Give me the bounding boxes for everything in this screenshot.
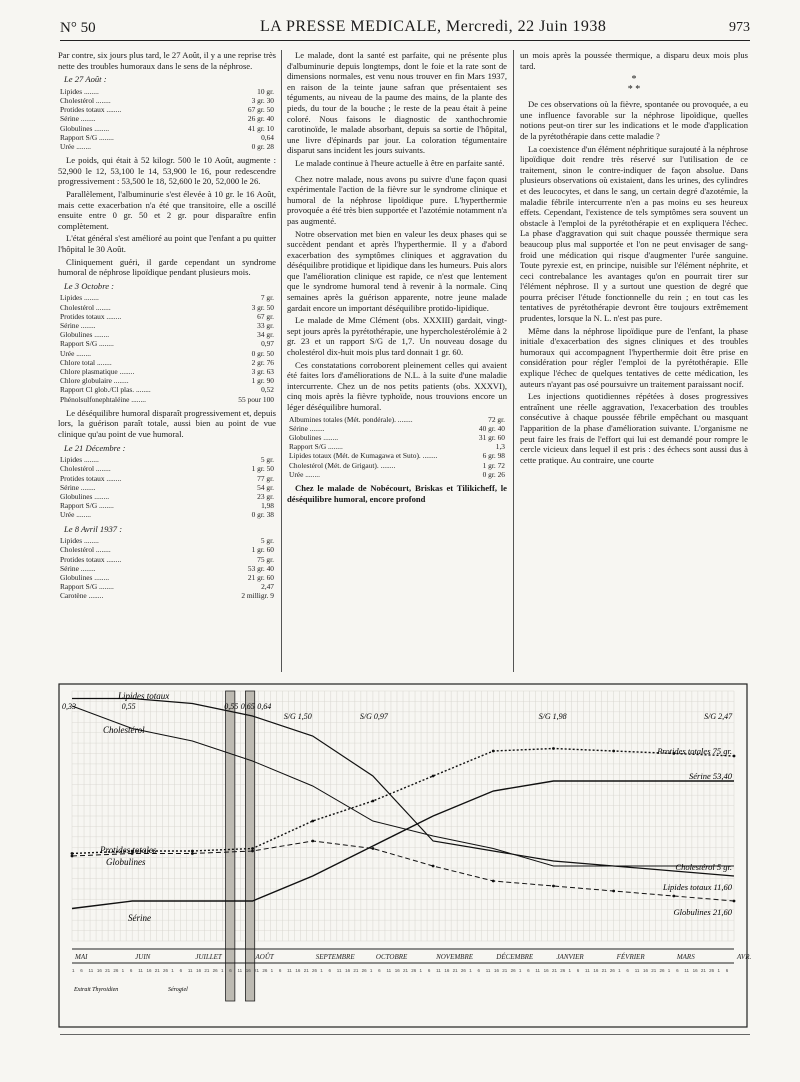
column-2 [287, 50, 507, 506]
day-tick: 26 [212, 968, 218, 973]
series-start-label: Globulines [106, 857, 146, 867]
day-tick: 21 [601, 968, 607, 973]
date-heading: Le 8 Avril 1937 : [64, 523, 123, 534]
day-tick: 16 [146, 968, 152, 973]
humoral-chart [58, 683, 752, 1028]
day-tick: 16 [642, 968, 648, 973]
lab-label: Lipides ........ [60, 293, 99, 303]
paragraph: La coexistence d'un élément néphritique surajouté à la néphrose lipoïdique doit rendre très réservé sur l'utilisation de ce traitement, sinon le contre-indiquer de façon absolue. Dans plusieurs observations où existaient, dans les urines, des cylindres et des leucocytes, et dans le sang, un certain degré d'azotémie, la maladie fébrile intercurrente n'en a pas moins eu ses heureux effets. Cependant, l'existence de tels symptômes sera souvent un obstacle à l'emploi de la pyrétothérapie et en expliquera l'échec. La phase d'aggravation qui suit chaque poussée thermique sera beaucoup plus mal supportée et l'on ne peut envisager de sang-froid une médication qui risque d'augmenter l'urée sanguine. Toute pyrexie est, en principe, nuisible sur l'élément néphrite, et ceci contrebalance les avantages qu'on en pourrait tirer sur l'élément néphrose. Il y a surtout une question de degré que pourra préciser l'étude fonctionnelle du rein ; en tout cas les tentatives de pyrétothérapie devront être toujours extrêmement prudentes, lorsque la N. L. n'est pas pure. [520, 143, 748, 324]
lab-row [58, 367, 276, 376]
ratio-label: 0,55 [224, 702, 239, 711]
series-end-label: Sérine 53,40 [689, 771, 732, 781]
lab-label: Sérine ........ [60, 563, 96, 573]
day-tick: 11 [535, 968, 541, 973]
paragraph: un mois après la poussée thermique, a disparu deux mois plus tard. [520, 50, 748, 71]
day-tick: 6 [676, 968, 679, 973]
lab-row [58, 321, 276, 330]
day-tick: 16 [593, 968, 599, 973]
lab-row [58, 87, 276, 96]
month-label: AOÛT [255, 953, 274, 961]
day-tick: 16 [543, 968, 549, 973]
lab-table [58, 455, 276, 519]
day-tick: 11 [684, 968, 690, 973]
series-end-label: Protides totales 75 gr. [657, 746, 732, 756]
ratio-label: 0,33 [62, 702, 76, 711]
day-tick: 16 [295, 968, 301, 973]
lab-value: 0,52 [261, 385, 274, 395]
issue-number: N° 50 [60, 20, 96, 36]
lab-label: Lipides ........ [60, 86, 99, 96]
lab-label: Globulines ........ [289, 433, 339, 442]
paragraph: Le malade continue à l'heure actuelle à être en parfaite santé. [295, 157, 505, 168]
day-tick: 1 [469, 968, 472, 973]
series-point [311, 820, 314, 823]
paragraph: Chez le malade de Nobécourt, Briskas et Tilikicheff, le déséquilibre humoral, encore profond [287, 483, 507, 504]
series-start-label: Sérine [128, 913, 151, 923]
lab-label: Cholestérol ........ [60, 545, 111, 555]
series-point [311, 840, 314, 843]
lab-label: Carotène ........ [60, 591, 104, 601]
lab-row [58, 142, 276, 151]
lab-value: 10 gr. [257, 86, 274, 96]
series-end-label: Lipides totaux 11,60 [662, 882, 732, 892]
lab-value: 0,64 [261, 132, 274, 142]
paragraph: L'état général s'est amélioré au point que l'enfant a pu quitter l'hôpital le 30 Août. [58, 233, 276, 254]
fever-band [226, 691, 235, 1001]
day-tick: 6 [80, 968, 83, 973]
lab-label: Lipides ........ [60, 455, 99, 465]
day-tick: 1 [171, 968, 174, 973]
series-point [733, 900, 736, 903]
series-point [71, 852, 74, 855]
day-tick: 6 [378, 968, 381, 973]
day-tick: 1 [667, 968, 671, 973]
series-point [612, 890, 615, 893]
column-rule [513, 50, 514, 672]
lab-value: 67 gr. [257, 311, 274, 321]
day-tick: 11 [237, 968, 243, 973]
section-separator: * * * [627, 74, 641, 96]
lab-label: Globulines ........ [60, 491, 110, 501]
lab-value: 0 gr. 38 [251, 510, 274, 520]
lab-row [58, 339, 276, 348]
lab-label: Rapport S/G ........ [289, 442, 343, 452]
day-tick: 16 [196, 968, 202, 973]
lab-label: Rapport S/G ........ [60, 501, 114, 511]
paragraph: Le poids, qui était à 52 kilogr. 500 le 10 Août, augmente : 52,900 le 12, 53,100 le 14, 53,900 le 16, pour redescendre progressivement : 53,500 le 18, 52,600 le 20, 52,000 le 26. [58, 155, 276, 187]
day-tick: 21 [651, 968, 657, 973]
column-rule [281, 50, 282, 672]
lab-value: 67 gr. 50 [247, 105, 274, 115]
lab-value: 33 gr. [257, 320, 274, 330]
lab-value: 75 gr. [257, 554, 274, 564]
lab-table [58, 536, 276, 600]
ratio-label: 0,65 [240, 702, 255, 711]
lab-label: Cholestérol ........ [60, 464, 111, 474]
lab-value: 55 pour 100 [238, 394, 274, 404]
day-tick: 16 [692, 968, 698, 973]
day-tick: 1 [369, 968, 373, 973]
day-tick: 1 [270, 968, 274, 973]
lab-row [58, 492, 276, 501]
series-point [372, 800, 375, 803]
day-tick: 1 [568, 968, 572, 973]
lab-label: Rapport S/G ........ [60, 582, 114, 592]
paragraph: Cliniquement guéri, il garde cependant un syndrome humoral de néphrose lipoïdique pendant plusieurs mois. [58, 256, 276, 278]
ratio-label: S/G 0,97 [359, 712, 388, 721]
lab-value: 5 gr. [260, 536, 274, 546]
day-tick: 1 [121, 968, 125, 973]
day-tick: 6 [725, 968, 729, 973]
page-number: 973 [729, 20, 750, 35]
series-point [191, 852, 194, 855]
day-tick: 26 [361, 968, 367, 973]
lab-label: Lipides ........ [60, 536, 99, 546]
day-tick: 11 [485, 968, 491, 973]
day-tick: 26 [411, 968, 417, 973]
lab-label: Chlore total ........ [60, 357, 112, 367]
series-point [71, 855, 74, 858]
lab-row [58, 293, 276, 302]
lab-label: Chlore plasmatique ........ [60, 366, 135, 376]
month-label: JANVIER [556, 953, 584, 961]
series-point [432, 775, 435, 778]
day-tick: 21 [105, 968, 111, 973]
column-3 [520, 50, 748, 467]
chart-svg [58, 683, 752, 1028]
lab-row [58, 376, 276, 385]
lab-row [58, 464, 276, 473]
lab-value: 3 gr. 63 [251, 366, 274, 376]
lab-value: 2,47 [261, 582, 274, 592]
paragraph: Notre observation met bien en valeur les deux phases qui se succèdent pendant et après l'hyperthermie. Il y a d'abord exacerbation des symptômes cliniques et aggravation du déséquilibre protidique et lipidique dans les humeurs. Puis alors que l'amélioration clinique est rapide, ce n'est que lentement que le syndrome humoral tend à revenir à la normale. Cinq semaines après la guérison apparente, notre jeune malade gardait encore un important déséquilibre protido-lipidique. [287, 228, 507, 313]
series-point [552, 885, 555, 888]
footer-rule [60, 1034, 750, 1035]
day-tick: 21 [551, 968, 557, 973]
lab-value: 21 gr. 60 [247, 572, 274, 582]
day-tick: 6 [179, 968, 183, 973]
lab-label: Globulines ........ [60, 572, 110, 582]
day-tick: 11 [88, 968, 94, 973]
lab-value: 0 gr. 28 [251, 142, 274, 151]
lab-row [58, 501, 276, 510]
day-tick: 11 [386, 968, 392, 973]
fever-band [245, 691, 254, 1001]
day-tick: 11 [336, 968, 342, 973]
lab-row [287, 442, 507, 451]
lab-row [58, 474, 276, 483]
lab-label: Urée ........ [60, 142, 91, 151]
date-heading: Le 27 Août : [64, 74, 107, 85]
day-tick: 26 [311, 968, 317, 973]
paragraph: Même dans la néphrose lipoïdique pure de l'enfant, la phase initiale d'exacerbation des signes cliniques et des troubles humoraux qui accompagnent l'hyperthermie doit être prise en considération pour régler l'emploi de la pyrétothérapie. Elle explique l'échec de quelques tentatives de cette médication, les auteurs n'ayant pas osé poursuivre un traitement paraissant nocif. [520, 325, 748, 389]
lab-label: Protides totaux ........ [60, 311, 122, 321]
month-label: JUILLET [195, 953, 222, 961]
paragraph: Parallèlement, l'albuminurie s'est élevée à 10 gr. le 16 Août, mais cette exacerbation n'a été que transitoire, elle a oscillé ensuite entre 0 gr. 50 et 2 gr. pour disparaître enfin complètement. [58, 188, 276, 231]
lab-row [58, 591, 276, 600]
day-tick: 1 [72, 968, 75, 973]
lab-label: Lipides totaux (Mét. de Kumagawa et Suto). ........ [289, 451, 438, 461]
lab-table [58, 293, 276, 403]
lab-value: 72 gr. [488, 414, 505, 424]
day-tick: 26 [659, 968, 665, 973]
date-heading: Le 3 Octobre : [64, 280, 115, 291]
lab-row [58, 349, 276, 358]
lab-value: 0 gr. 50 [251, 348, 274, 358]
lab-label: Protides totaux ........ [60, 473, 122, 483]
lab-value: 0,97 [261, 339, 274, 349]
series-point [733, 755, 736, 758]
journal-title: LA PRESSE MEDICALE, Mercredi, 22 Juin 1938 [260, 18, 607, 35]
lab-label: Rapport Cl glob./Cl plas. ........ [60, 385, 151, 395]
day-tick: 21 [204, 968, 210, 973]
day-tick: 6 [576, 968, 580, 973]
day-tick: 16 [494, 968, 500, 973]
day-tick: 6 [427, 968, 431, 973]
lab-row [287, 424, 507, 433]
series-start-label: Lipides totaux [118, 691, 170, 701]
ratio-label: 0,64 [257, 702, 272, 711]
day-tick: 16 [345, 968, 351, 973]
lab-value: 1 gr. 90 [251, 376, 274, 386]
day-tick: 6 [527, 968, 530, 973]
lab-value: 2 milligr. 9 [241, 591, 274, 601]
lab-value: 5 gr. [260, 455, 274, 465]
lab-row [58, 124, 276, 133]
ratio-label: 0,55 [121, 702, 136, 711]
column-1 [58, 50, 276, 605]
lab-label: Urée ........ [60, 510, 91, 520]
lab-row [58, 385, 276, 394]
lab-row [58, 303, 276, 312]
month-label: FÉVRIER [616, 953, 645, 961]
day-tick: 21 [353, 968, 359, 973]
lab-table [287, 415, 507, 479]
ratio-label: S/G 2,47 [704, 712, 733, 721]
day-tick: 21 [154, 968, 160, 973]
lab-row [58, 545, 276, 554]
paragraph: Les injections quotidiennes répétées à doses progressives entraînent une réelle aggravation, l'exacerbation des troubles consécutive à chaque poussée fébrile empêchant ou masquant l'apparition de la phase d'amélioration suivante. L'organisme ne peut faire les frais de l'effort qui lui est demandé pour rompre le cercle vicieux dans lequel il est pris : des échecs sont aussi dus à cette pratique. Au contraire, une courte [520, 391, 748, 465]
lab-value: 1,3 [495, 442, 505, 452]
day-tick: 11 [138, 968, 143, 973]
lab-row [58, 105, 276, 114]
day-tick: 11 [287, 968, 292, 973]
series-point [372, 847, 375, 850]
day-tick: 21 [700, 968, 706, 973]
day-tick: 1 [320, 968, 323, 973]
lab-value: 1 gr. 50 [251, 464, 274, 474]
lab-row [287, 451, 507, 460]
lab-label: Cholestérol ........ [60, 302, 111, 312]
day-tick: 21 [502, 968, 508, 973]
series-point [251, 850, 254, 853]
lab-row [58, 395, 276, 404]
day-tick: 11 [634, 968, 640, 973]
lab-label: Cholestérol (Mét. de Grigaut). ........ [289, 460, 396, 470]
ratio-label: S/G 1,98 [538, 712, 567, 721]
day-tick: 26 [163, 968, 169, 973]
lab-value: 0 gr. 26 [482, 469, 505, 479]
lab-value: 3 gr. 50 [251, 302, 274, 312]
lab-value: 31 gr. 60 [478, 433, 505, 442]
lab-table [58, 87, 276, 151]
ratio-label: S/G 1,50 [283, 712, 312, 721]
month-label: MAI [75, 953, 88, 961]
month-label: JUIN [135, 953, 151, 961]
lab-row [58, 564, 276, 573]
lab-label: Albumines totales (Mét. pondérale). ........ [289, 414, 413, 424]
lab-row [58, 582, 276, 591]
series-end-label: Cholestérol 5 gr. [675, 862, 732, 872]
lab-value: 1 gr. 72 [482, 460, 505, 470]
lab-value: 26 gr. 40 [247, 114, 274, 124]
lab-label: Protides totaux ........ [60, 554, 122, 564]
month-label: AVR. [737, 953, 752, 961]
lab-row [58, 114, 276, 123]
day-tick: 21 [254, 968, 260, 973]
lab-value: 53 gr. 40 [247, 563, 274, 573]
day-tick: 26 [709, 968, 715, 973]
lab-row [287, 415, 507, 424]
lab-label: Cholestérol ........ [60, 95, 111, 105]
paragraph: Le malade, dont la santé est parfaite, qui ne présente plus d'albuminurie depuis longtemps, dont le foie et la rate sont de dimensions normales, est venu nous trouver en fin Mars 1937, en raison de la teinte jaune safran que présentaient ses téguments, au niveau de la paume des mains, de la plante des pieds, du tour de la bouche ; le reste de la peau était à peine coloré. Nous faisons le diagnostic de xanthochromie carotinoïde, le malade absorbant, depuis sa sortie de l'hôpital, une livre d'épinards par jour. La coloration tégumentaire disparut sans incident les jours suivants. [287, 50, 507, 156]
lab-label: Sérine ........ [289, 423, 325, 433]
lab-label: Urée ........ [289, 469, 320, 479]
lab-row [58, 510, 276, 519]
lab-value: 34 gr. [257, 330, 274, 340]
day-tick: 21 [303, 968, 309, 973]
lab-label: Urée ........ [60, 348, 91, 358]
day-tick: 1 [518, 968, 522, 973]
paragraph: Le déséquilibre humoral disparaît progressivement et, depuis lors, la guérison paraît totale, aussi bien au point de vue clinique qu'au point de vue humoral. [58, 407, 276, 439]
lab-value: 7 gr. [260, 293, 274, 303]
lab-label: Sérine ........ [60, 482, 96, 492]
lab-row [58, 455, 276, 464]
lab-label: Phénolsulfonephtaléine ........ [60, 394, 147, 404]
lab-value: 6 gr. 98 [482, 451, 505, 461]
lab-row [58, 312, 276, 321]
series-point [612, 750, 615, 753]
day-tick: 26 [609, 968, 615, 973]
paragraph: Le malade de Mme Clément (obs. XXXIII) gardait, vingt-sept jours après la pyrétothérapie, une hypercholestérolémie à 2 gr. 23 et un rapport S/G de 1,7. Un nouveau dosage du cholestérol dix-huit mois plus tard donnait 1 gr. 60. [287, 315, 507, 358]
lab-value: 1 gr. 60 [251, 545, 274, 555]
series-point [432, 865, 435, 868]
day-tick: 1 [220, 968, 224, 973]
series-start-label: Protides totales [100, 845, 157, 855]
series-point [492, 880, 495, 883]
lab-value: 3 gr. 30 [251, 95, 274, 105]
lab-label: Sérine ........ [60, 114, 96, 124]
lab-row [58, 358, 276, 367]
paragraph: Ces constatations corroborent pleinement celles qui avaient été faites lors d'améliorations de N.L. à la suite d'une maladie intercurrente. Chez un de nos petits patients (obs. XXXVI), cinq mois après la fièvre typhoïde, nous trouvions encore un léger déséquilibre humoral. [287, 359, 507, 412]
lab-row [287, 461, 507, 470]
lab-row [58, 133, 276, 142]
lab-row [58, 483, 276, 492]
lab-value: 41 gr. 10 [247, 123, 274, 133]
treatment-note: Extrait Thyroidien [74, 987, 119, 993]
day-tick: 21 [452, 968, 458, 973]
day-tick: 21 [403, 968, 409, 973]
lab-value: 1,98 [261, 501, 274, 511]
treatment-note: Sérogiel [168, 987, 188, 993]
day-tick: 6 [229, 968, 232, 973]
paragraph: Chez notre malade, nous avons pu suivre d'une façon quasi expérimentale l'action de la fièvre sur le syndrome clinique et humoral de la néphrose lipoïdique pure. L'hyperthermie provoquée a été très bien supportée et l'azotémie notamment n'a pas augmenté. [287, 173, 507, 226]
series-point [251, 847, 254, 850]
day-tick: 1 [717, 968, 720, 973]
lab-label: Rapport S/G ........ [60, 132, 114, 142]
lab-row [287, 470, 507, 479]
lab-value: 23 gr. [257, 491, 274, 501]
lab-label: Protides totaux ........ [60, 105, 122, 115]
lab-row [58, 96, 276, 105]
paragraph: Par contre, six jours plus tard, le 27 Août, il y a une reprise très nette des troubles humoraux dans le sens de la néphrose. [58, 50, 276, 71]
day-tick: 11 [436, 968, 441, 973]
lab-row [58, 555, 276, 564]
month-label: OCTOBRE [375, 953, 408, 961]
day-tick: 26 [510, 968, 516, 973]
day-tick: 16 [394, 968, 400, 973]
series-point [191, 850, 194, 853]
lab-value: 2 gr. 76 [251, 357, 274, 367]
day-tick: 6 [278, 968, 282, 973]
date-heading: Le 21 Décembre : [64, 442, 126, 453]
lab-label: Globulines ........ [60, 123, 110, 133]
day-tick: 16 [96, 968, 102, 973]
series-point [552, 747, 555, 750]
day-tick: 16 [444, 968, 450, 973]
lab-value: 77 gr. [257, 473, 274, 483]
day-tick: 11 [187, 968, 193, 973]
lab-label: Chlore globulaire ........ [60, 376, 129, 386]
day-tick: 11 [585, 968, 590, 973]
lab-value: 54 gr. [257, 482, 274, 492]
series-start-label: Cholestérol [103, 725, 145, 735]
day-tick: 1 [618, 968, 621, 973]
month-label: MARS [676, 953, 695, 961]
lab-row [58, 536, 276, 545]
lab-row [287, 433, 507, 442]
lab-row [58, 573, 276, 582]
lab-value: 40 gr. 40 [478, 423, 505, 433]
day-tick: 6 [328, 968, 332, 973]
day-tick: 26 [460, 968, 466, 973]
day-tick: 26 [262, 968, 268, 973]
month-label: DÉCEMBRE [496, 953, 534, 961]
month-label: SEPTEMBRE [315, 953, 355, 961]
day-tick: 26 [113, 968, 119, 973]
month-label: NOVEMBRE [436, 953, 474, 961]
day-tick: 6 [129, 968, 133, 973]
series-point [492, 750, 495, 753]
series-end-label: Globulines 21,60 [673, 907, 732, 917]
lab-label: Globulines ........ [60, 330, 110, 340]
day-tick: 1 [419, 968, 423, 973]
lab-label: Sérine ........ [60, 320, 96, 330]
day-tick: 6 [477, 968, 480, 973]
day-tick: 16 [245, 968, 251, 973]
paragraph: De ces observations où la fièvre, spontanée ou provoquée, a eu une influence favorable sur la néphrose lipoïdique, quelles notions peut-on tirer sur les indications et le mode d'application de la pyrétothérapie dans cette maladie ? [520, 99, 748, 141]
series-point [672, 895, 675, 898]
day-tick: 26 [560, 968, 566, 973]
lab-label: Rapport S/G ........ [60, 339, 114, 349]
page-header [60, 18, 750, 41]
lab-row [58, 330, 276, 339]
day-tick: 6 [626, 968, 629, 973]
